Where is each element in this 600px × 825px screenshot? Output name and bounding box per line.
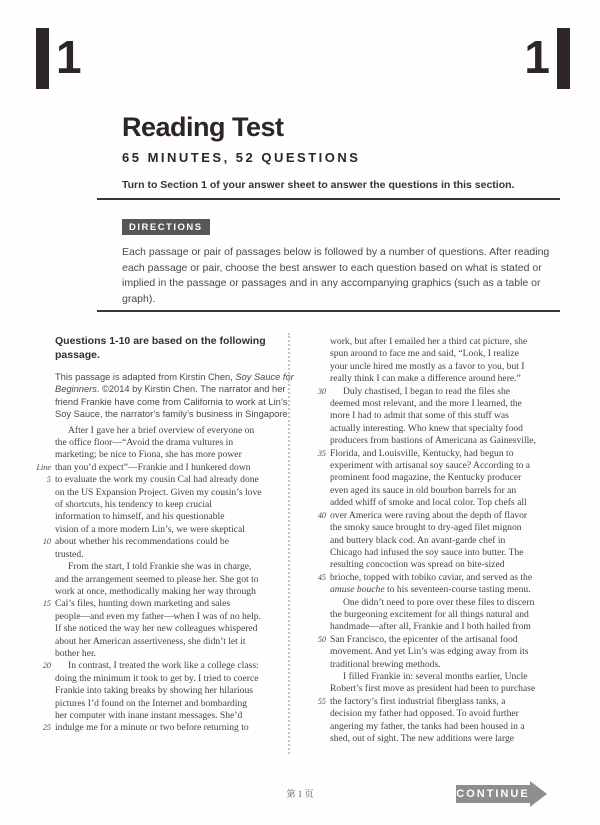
passage-line: prominent food magazine, the Kentucky producer (306, 472, 566, 484)
passage-column-right (306, 332, 566, 745)
passage-line: about her American assertiveness, she didn’t let it (31, 636, 293, 648)
passage-line: decision my father had opposed. To avoid further (306, 708, 566, 720)
passage-line: the smoky sauce brought to dry-aged filet mignon (306, 522, 566, 534)
section-bar-icon (557, 28, 570, 89)
continue-button: CONTINUE (456, 785, 530, 803)
continue-arrow-icon (530, 781, 547, 807)
line-number (306, 472, 330, 484)
line-number (306, 497, 330, 509)
passage-line: 40 over America were raving about the depth of flavor (306, 510, 566, 522)
line-number (306, 522, 330, 534)
line-number (31, 561, 55, 573)
passage-attribution (55, 371, 293, 421)
section-number: 1 (56, 31, 82, 83)
passage-line: Frankie into taking breaks by showing her hilarious (31, 685, 293, 697)
passage-line: From the start, I told Frankie she was in charge, (31, 561, 293, 573)
line-number (31, 549, 55, 561)
line-number (31, 710, 55, 722)
line-number: 5 (46, 475, 51, 485)
line-number (306, 423, 330, 435)
line-number (306, 535, 330, 547)
line-number (306, 336, 330, 348)
line-number (31, 685, 55, 697)
passage-column-left (31, 335, 293, 735)
passage-line: pictures I’d found on the Internet and bombarding (31, 698, 293, 710)
line-number (306, 410, 330, 422)
line-number (306, 460, 330, 472)
passage-line: 30 Duly chastised, I began to read the files she (306, 386, 566, 398)
passage-line: your uncle hired me mostly as a favor to you, but I (306, 361, 566, 373)
passage-line: 45 brioche, topped with tobiko caviar, and served as the (306, 572, 566, 584)
passage-line: 15 Cal’s files, hunting down marketing and sales (31, 598, 293, 610)
line-number (31, 524, 55, 536)
column-divider (288, 333, 290, 754)
passage-line: 50 San Francisco, the epicenter of the artisanal food (306, 634, 566, 646)
page-number-footer: 第 1 页 (286, 789, 314, 799)
line-number (306, 584, 330, 596)
passage-line: of shortcuts, his tendency to keep crucial (31, 499, 293, 511)
passage-line: producers from bastions of Americana as Gainesville, (306, 435, 566, 447)
line-number (31, 425, 55, 437)
passage-line: shed, out of sight. The new additions were large (306, 733, 566, 745)
page-title: Reading Test (122, 112, 284, 142)
attribution-line: Soy Sauce, the narrator’s family’s business in Singapore. (55, 409, 291, 420)
passage-line: 5 to evaluate the work my cousin Cal had already done (31, 474, 293, 486)
section-marker-right (524, 28, 570, 89)
passage-line: added whiff of smoke and local color. Top chefs all (306, 497, 566, 509)
line-number: 10 (42, 537, 51, 547)
passage-line: experiment with artisanal soy sauce? According to a (306, 460, 566, 472)
line-number (306, 621, 330, 633)
passage-line: Line than you’d expect”—Frankie and I hunkered down (31, 462, 293, 474)
section-bar-icon (36, 28, 49, 89)
passage-line: vision of a more modern Lin’s, we were skeptical (31, 524, 293, 536)
line-number (31, 487, 55, 499)
passage-line: really think I can make a difference around here.” (306, 373, 566, 385)
passage-line: Chicago had infused the soy sauce into butter. The (306, 547, 566, 559)
passage-line: 25 indulge me for a minute or two before returning to (31, 722, 293, 734)
passage-line: and buttery black cod. An avant-garde chef in (306, 535, 566, 547)
passage-line: trusted. (31, 549, 293, 561)
line-number (306, 659, 330, 671)
passage-line: people—and even my father—when I was of no help. (31, 611, 293, 623)
section-number: 1 (524, 31, 550, 83)
line-number (306, 646, 330, 658)
line-number (306, 361, 330, 373)
line-number (306, 435, 330, 447)
passage-line: information to himself, and his questionable (31, 511, 293, 523)
passage-line: the burgeoning excitement for all things natural and (306, 609, 566, 621)
attribution-line: Beginners. ©2014 by Kirstin Chen. The narrator and her (55, 384, 286, 395)
line-number (31, 511, 55, 523)
directions-text: Each passage or pair of passages below is followed by a number of questions. After reading each passage or pair, choose the best answer to each question based on what is stated or implied in the passage or passages and in any accompanying graphics (such as a table or graph). (122, 246, 550, 305)
time-questions-subtitle: 65 MINUTES, 52 QUESTIONS (122, 150, 361, 165)
line-number: 20 (42, 661, 51, 671)
passage-line: traditional brewing methods. (306, 659, 566, 671)
line-number (306, 609, 330, 621)
line-number (306, 398, 330, 410)
line-number: Line (36, 462, 51, 472)
line-number: 25 (42, 723, 51, 733)
line-number: 30 (317, 386, 326, 396)
line-number (306, 721, 330, 733)
passage-line: Robert’s first move as president had been to purchase (306, 683, 566, 695)
passage-line: her computer with inane instant messages. She’d (31, 710, 293, 722)
directions-bottom-rule (97, 310, 560, 312)
passage-line: After I gave her a brief overview of everyone on (31, 425, 293, 437)
passage-line: deemed most relevant, and the more I learned, the (306, 398, 566, 410)
line-number (306, 597, 330, 609)
passage-line: One didn’t need to pore over these files to discern (306, 597, 566, 609)
line-number: 35 (317, 448, 326, 458)
passage-line: handmade—after all, Frankie and I both hailed from (306, 621, 566, 633)
line-number (31, 698, 55, 710)
passage-text-left (31, 425, 293, 735)
line-number (306, 348, 330, 360)
line-number (306, 733, 330, 745)
line-number: 45 (317, 572, 326, 582)
passage-line: amuse bouche to his seventeen-course tasting menu. (306, 584, 566, 596)
line-number (31, 673, 55, 685)
passage-line: the office floor—“Avoid the drama vultures in (31, 437, 293, 449)
line-number (306, 559, 330, 571)
section-marker-left (36, 28, 82, 89)
line-number: 15 (42, 599, 51, 609)
passage-line: on the US Expansion Project. Given my cousin’s love (31, 487, 293, 499)
passage-text-right (306, 336, 566, 745)
passage-line: marketing; be nice to Fiona, she has more power (31, 449, 293, 461)
line-number (306, 547, 330, 559)
line-number (31, 611, 55, 623)
passage-line: If she noticed the way her new colleagues whispered (31, 623, 293, 635)
attribution-line: friend Frankie have come from California to work at Lin’s (55, 396, 288, 407)
directions-label: DIRECTIONS (122, 219, 210, 235)
line-number: 55 (317, 696, 326, 706)
passage-line: work, but after I emailed her a third cat picture, she (306, 336, 566, 348)
passage-line: 20 In contrast, I treated the work like a college class: (31, 660, 293, 672)
passage-line: angering my father, the tanks had been housed in a (306, 721, 566, 733)
line-number (31, 586, 55, 598)
line-number (31, 499, 55, 511)
section-instruction: Turn to Section 1 of your answer sheet to answer the questions in this section. (122, 179, 515, 191)
passage-line: resulting concoction was spread on bite-sized (306, 559, 566, 571)
directions-top-rule (97, 198, 560, 200)
line-number (31, 636, 55, 648)
line-number (306, 485, 330, 497)
line-number (306, 373, 330, 385)
passage-line: work at once, methodically making her way through (31, 586, 293, 598)
line-number (31, 437, 55, 449)
questions-range-heading: Questions 1-10 are based on the following passage. (55, 335, 266, 361)
line-number (31, 648, 55, 660)
passage-line: 55 the factory’s first industrial fiberglass tanks, a (306, 696, 566, 708)
passage-line: 10 about whether his recommendations could be (31, 536, 293, 548)
line-number (31, 449, 55, 461)
passage-line: bother her. (31, 648, 293, 660)
passage-line: and the arrangement seemed to please her. She got to (31, 574, 293, 586)
passage-line: actually interesting. Who knew that specialty food (306, 423, 566, 435)
line-number (31, 623, 55, 635)
passage-line: more I had to admit that some of this stuff was (306, 410, 566, 422)
attribution-line: This passage is adapted from Kirstin Chen, Soy Sauce for (55, 372, 294, 382)
line-number (306, 683, 330, 695)
passage-line: 35 Florida, and Louisville, Kentucky, had begun to (306, 448, 566, 460)
line-number: 50 (317, 634, 326, 644)
line-number (306, 708, 330, 720)
line-number: 40 (317, 510, 326, 520)
line-number (31, 574, 55, 586)
passage-line: doing the minimum it took to get by. I tried to coerce (31, 673, 293, 685)
passage-line: even aged its sauce in old bourbon barrels for an (306, 485, 566, 497)
passage-line: I filled Frankie in: several months earlier, Uncle (306, 671, 566, 683)
line-number (306, 671, 330, 683)
passage-line: movement. And yet Lin’s was edging away from its (306, 646, 566, 658)
passage-line: spun around to face me and said, “Look, I realize (306, 348, 566, 360)
